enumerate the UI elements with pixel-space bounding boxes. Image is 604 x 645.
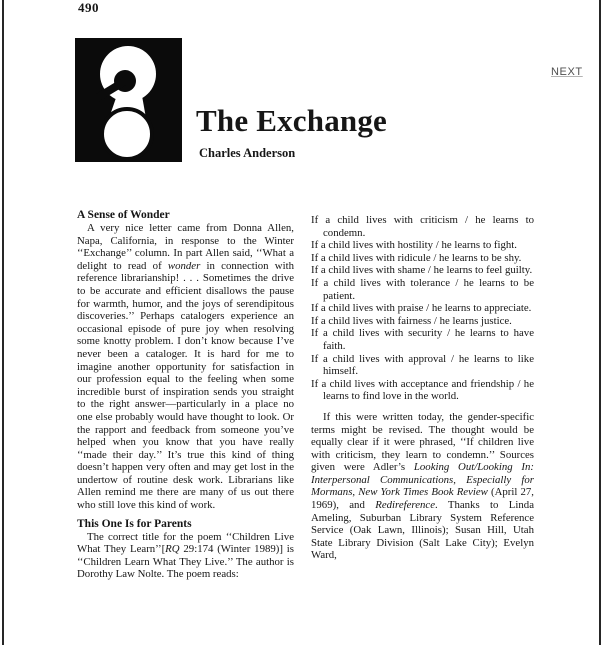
poem-line: If a child lives with ridicule / he learns to be shy. <box>311 251 522 264</box>
poem-line: If a child lives with approval / he learns to like himself. <box>311 352 534 378</box>
poem-line: If a child lives with security / he learns to have faith. <box>311 327 534 352</box>
poem-line: If a child lives with criticism / he learns to condemn. <box>311 214 534 239</box>
scan-edge-left <box>2 0 4 645</box>
paragraph-sense-of-wonder: A very nice letter came from Donna Allen, Napa, California, in response to the Winter ‘‘Exchange’’ column. In part Allen said, ‘‘What a delight to read of wonder in connection with reference librarianship! . . . Sometimes the drive to be accurate and efficient disallows the pause for warmth, humor, and the joys of serendipitous discoveries.’’ Perhaps catalogers experience an occasional episode of pure joy when resolving some knotty problem. I don’t know because I’ve never been a cataloger. It is hard for me to imagine another opportunity for satisfaction in our profession equal to the feeling when some incredible burst of inspiration sends you straight to the right answer—particularly in a place no one else probably would have thought to look. Or the rapport and feedback from someone you’ve helped when you know that you have really ‘‘made their day.’’ It’s true this kind of thing doesn’t happen very often and may get lost in the undertow of routine desk work. Librarians like Allen remind me there are many of us out there who still love this kind of work. <box>77 222 294 512</box>
byline: Charles Anderson <box>199 146 296 160</box>
section-heading-this-one-is-for-parents: This One Is for Parents <box>77 517 192 530</box>
poem-line: If a child lives with hostility / he learns to fight. <box>311 239 518 252</box>
question-mark-logo <box>75 38 182 162</box>
poem-line: If a child lives with tolerance / he learns to be patient. <box>311 276 534 302</box>
paragraph-sources: If this were written today, the gender-specific terms might be revised. The thought would be equally clear if it were phrased, ‘‘If children live with criticism, they learn to condemn.’’ Sources given were Adler’s Looking Out/Looking In: Interpersonal Communications, Especially for Mormans, New York Times Book Review (April 27, 1969), and Redireference. Thanks to Linda Ameling, Suburban Library System Reference Service (Oak Lawn, Illinois); Susan Hill, Utah State Library Division (Salt Lake City); Evelyn Ward, <box>311 410 535 562</box>
next-link[interactable]: NEXT <box>551 66 583 78</box>
poem-line: If a child lives with fairness / he learns justice. <box>311 314 512 327</box>
paragraph-poem-intro: The correct title for the poem ‘‘Children Live What They Learn’’[RQ 29:174 (Winter 1989)] is ‘‘Children Learn What They Live.’’ The author is Dorothy Law Nolte. The poem reads: <box>77 530 294 581</box>
left-column <box>77 209 294 581</box>
page-number: 490 <box>78 0 99 15</box>
poem-line: If a child lives with acceptance and friendship / he learns to find love in the world. <box>311 377 534 403</box>
question-mark-icon <box>75 38 182 162</box>
scan-edge-right <box>599 0 601 645</box>
column-title: The Exchange <box>196 103 388 138</box>
poem-line: If a child lives with praise / he learns to appreciate. <box>311 302 532 315</box>
right-column <box>311 214 534 562</box>
section-heading-a-sense-of-wonder: A Sense of Wonder <box>77 209 170 221</box>
poem-line: If a child lives with shame / he learns to feel guilty. <box>311 264 533 277</box>
poem-children-learn-what-they-live <box>311 214 534 403</box>
